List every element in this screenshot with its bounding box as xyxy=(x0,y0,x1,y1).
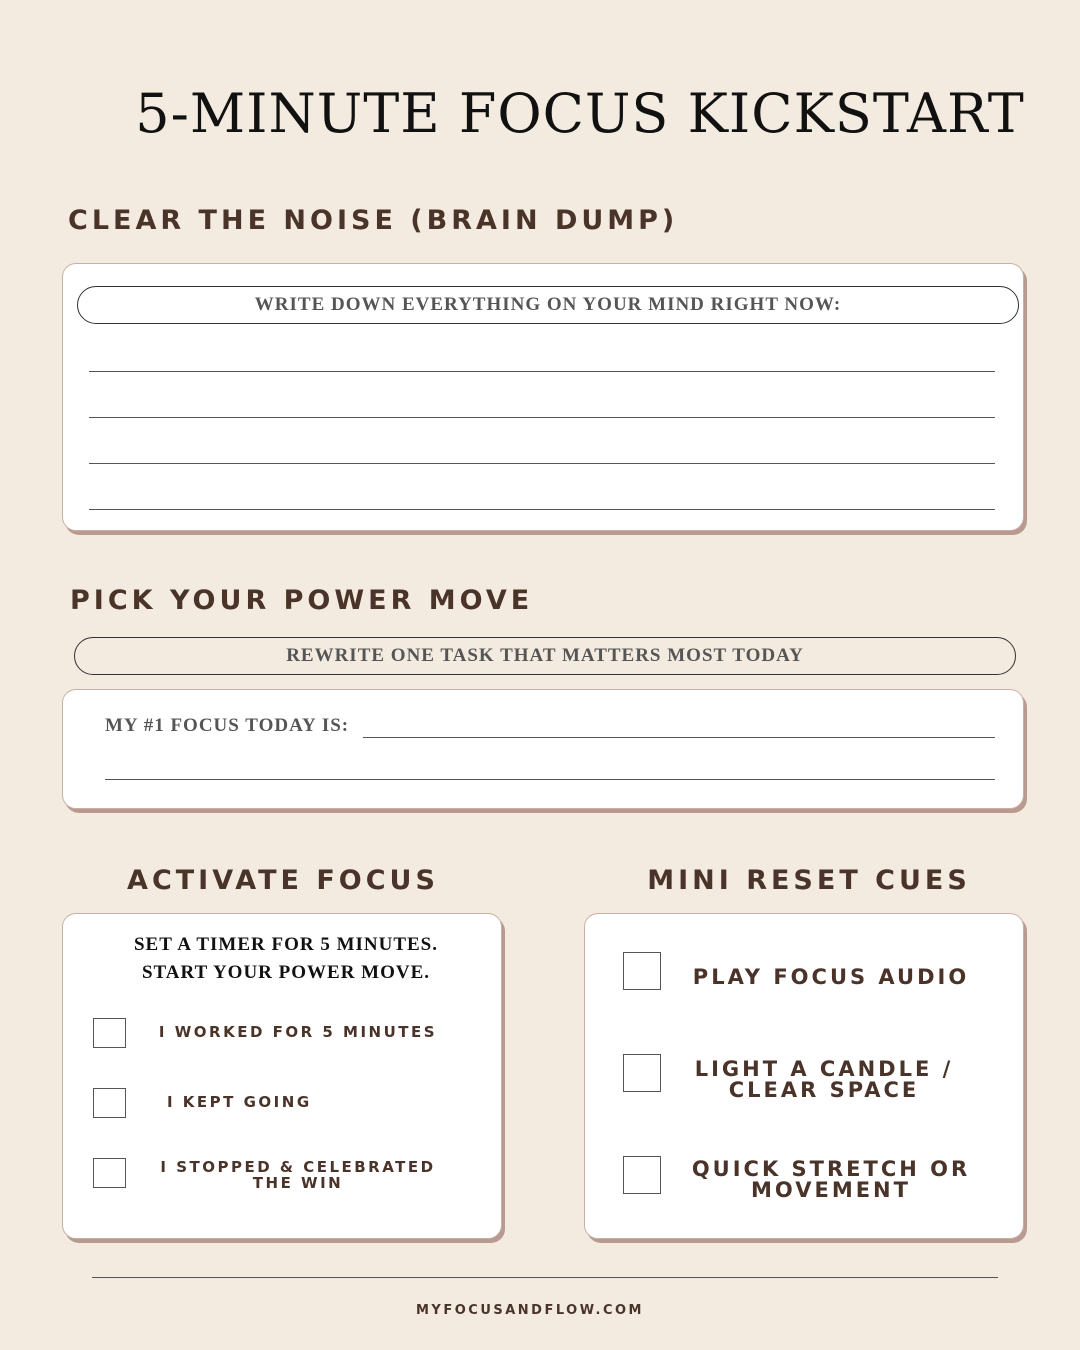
power-move-prompt: REWRITE ONE TASK THAT MATTERS MOST TODAY xyxy=(74,637,1016,675)
stretch-checkbox[interactable] xyxy=(623,1156,661,1194)
footer-url[interactable]: MYFOCUSANDFLOW.COM xyxy=(416,1303,644,1318)
brain-dump-card xyxy=(62,263,1024,531)
power-move-card xyxy=(62,689,1024,809)
focus-line-1[interactable] xyxy=(363,737,995,738)
timer-instruction-line-1: SET A TIMER FOR 5 MINUTES. xyxy=(133,934,439,955)
brain-dump-line-4[interactable] xyxy=(89,509,995,510)
page-title: 5-MINUTE FOCUS KICKSTART xyxy=(135,82,1025,145)
reset-cues-heading: MINI RESET CUES xyxy=(647,865,971,896)
activate-focus-card xyxy=(62,913,502,1239)
reset-cues-card xyxy=(584,913,1024,1239)
brain-dump-line-1[interactable] xyxy=(89,371,995,372)
brain-dump-line-3[interactable] xyxy=(89,463,995,464)
kept-going-label: I KEPT GOING xyxy=(167,1093,312,1111)
activate-focus-heading: ACTIVATE FOCUS xyxy=(127,865,439,896)
celebrated-win-label: I STOPPED & CELEBRATED THE WIN xyxy=(160,1158,436,1192)
stretch-label: QUICK STRETCH OR MOVEMENT xyxy=(691,1157,971,1202)
focus-label: MY #1 FOCUS TODAY IS: xyxy=(105,715,350,736)
focus-audio-checkbox[interactable] xyxy=(623,952,661,990)
celebrated-win-checkbox[interactable] xyxy=(93,1158,126,1188)
brain-dump-line-2[interactable] xyxy=(89,417,995,418)
brain-dump-prompt: WRITE DOWN EVERYTHING ON YOUR MIND RIGHT NOW: xyxy=(77,286,1019,324)
power-move-heading: PICK YOUR POWER MOVE xyxy=(70,585,534,616)
brain-dump-heading: CLEAR THE NOISE (BRAIN DUMP) xyxy=(68,205,679,236)
footer-divider xyxy=(92,1277,998,1278)
kept-going-checkbox[interactable] xyxy=(93,1088,126,1118)
candle-label: LIGHT A CANDLE / CLEAR SPACE xyxy=(694,1057,954,1102)
focus-audio-label: PLAY FOCUS AUDIO xyxy=(692,965,970,989)
candle-checkbox[interactable] xyxy=(623,1054,661,1092)
focus-line-2[interactable] xyxy=(105,779,995,780)
timer-instruction-line-2: START YOUR POWER MOVE. xyxy=(141,962,431,983)
worked-5-minutes-label: I WORKED FOR 5 MINUTES xyxy=(158,1023,438,1041)
worked-5-minutes-checkbox[interactable] xyxy=(93,1018,126,1048)
